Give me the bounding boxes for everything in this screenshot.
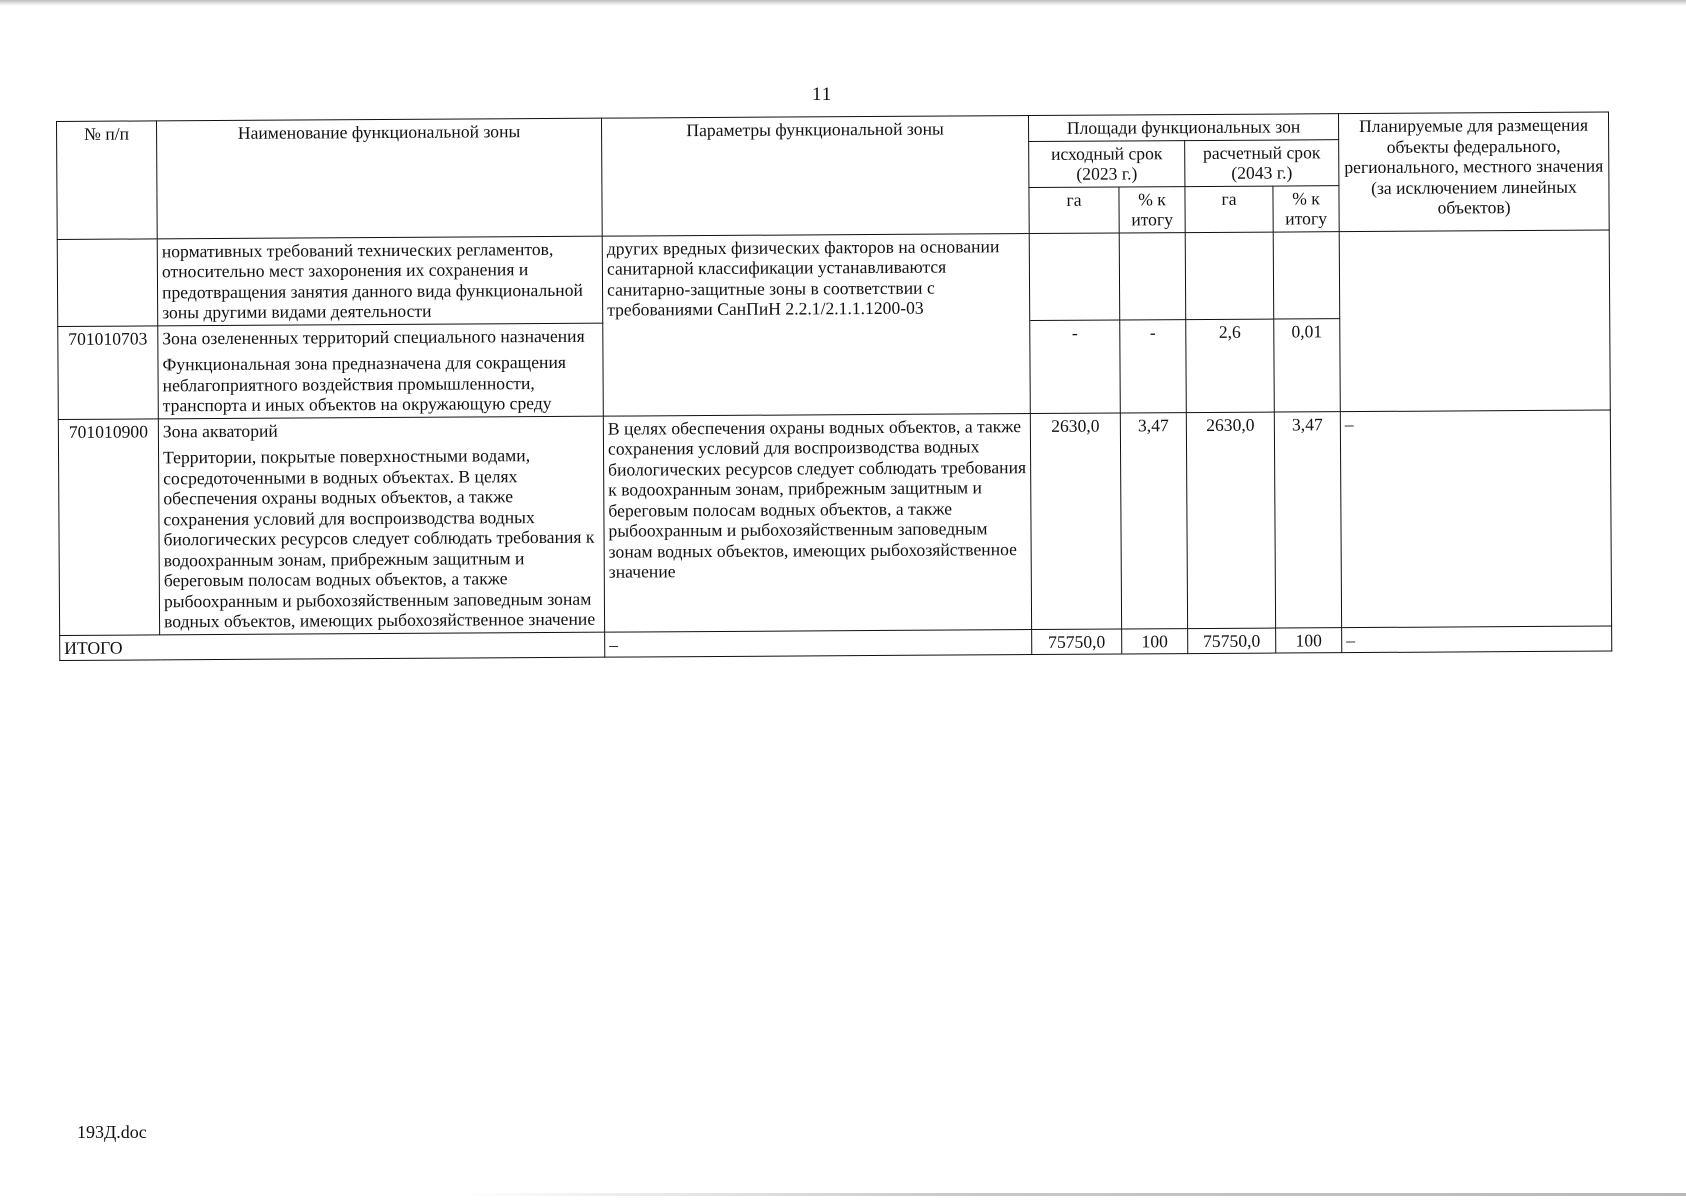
cell-name-continuation: нормативных требований технических регламентов, относительно мест захоронения их сохранения и предотвращения занятия данного вида функциональной зоны другими видами деятельности bbox=[157, 236, 603, 326]
header-planned: Планируемые для размещения объекты федерального, регионального, местного значения (за исключением линейных объектов) bbox=[1338, 112, 1609, 231]
cell-params-empty bbox=[603, 320, 1031, 416]
header-num: № п/п bbox=[57, 121, 158, 239]
cell-num-empty bbox=[57, 238, 158, 326]
cell-target-pct: 3,47 bbox=[1274, 411, 1341, 627]
cell-planned-empty bbox=[1339, 230, 1610, 319]
cell-initial-ha: - bbox=[1030, 320, 1121, 414]
cell-planned: – bbox=[1340, 410, 1611, 628]
cell-initial-pct: 3,47 bbox=[1120, 412, 1187, 628]
header-initial-ha: га bbox=[1029, 187, 1119, 234]
scan-edge-bottom bbox=[460, 1193, 1686, 1196]
header-name: Наименование функциональной зоны bbox=[157, 118, 603, 238]
functional-zones-table bbox=[56, 112, 1612, 661]
cell-name bbox=[158, 323, 604, 419]
header-areas: Площади функциональных зон bbox=[1028, 114, 1338, 141]
cell-total-initial-pct: 100 bbox=[1122, 628, 1188, 654]
cell-empty bbox=[1119, 232, 1186, 319]
cell-total-initial-ha: 75750,0 bbox=[1032, 629, 1122, 655]
header-target-pct: % к итогу bbox=[1273, 185, 1339, 231]
cell-initial-pct: - bbox=[1120, 319, 1187, 412]
zone-title: Зона акваторий bbox=[162, 420, 278, 441]
cell-empty bbox=[1185, 232, 1274, 320]
zone-description: Функциональная зона предназначена для сокращения неблагоприятного воздействия промышленности, транспорта и иных объектов на окружающую среду bbox=[162, 351, 566, 416]
cell-empty bbox=[1029, 233, 1120, 321]
cell-initial-ha: 2630,0 bbox=[1030, 413, 1121, 630]
cell-empty bbox=[1273, 231, 1340, 318]
cell-target-pct: 0,01 bbox=[1274, 318, 1341, 411]
table-row-green-zone bbox=[58, 317, 1611, 419]
cell-planned-empty bbox=[1340, 317, 1611, 412]
cell-total-planned: – bbox=[1342, 626, 1612, 653]
header-initial: исходный срок (2023 г.) bbox=[1029, 140, 1185, 187]
zone-title: Зона озелененных территорий специального назначения bbox=[162, 325, 585, 348]
header-params: Параметры функциональной зоны bbox=[601, 116, 1029, 236]
cell-target-ha: 2630,0 bbox=[1186, 412, 1275, 629]
cell-params-continuation: других вредных физических факторов на основании санитарной классификации устанавливаются санитарно-защитные зоны в соответствии с требованиями СанПиН 2.2.1/2.1.1.1200-03 bbox=[602, 233, 1030, 323]
cell-num: 701010703 bbox=[58, 325, 159, 419]
table-row-water-zone bbox=[58, 410, 1611, 635]
footer-filename: 193Д.doc bbox=[77, 1122, 147, 1142]
cell-num: 701010900 bbox=[58, 418, 159, 635]
cell-params: В целях обеспечения охраны водных объектов, а также сохранения условий для воспроизводства водных биологических ресурсов следует соблюдать требования к водоохранным зонам, прибрежным защитным и береговым полосам водных объектов, а также рыбоохранным и рыбохозяйственным заповедным зонам водных объектов, имеющих рыбохозяйственное значение bbox=[603, 413, 1031, 632]
cell-total-target-pct: 100 bbox=[1276, 627, 1342, 653]
header-target: расчетный срок (2043 г.) bbox=[1185, 139, 1339, 186]
cell-total-target-ha: 75750,0 bbox=[1188, 628, 1276, 654]
table-row-continuation bbox=[57, 230, 1610, 326]
header-target-ha: га bbox=[1185, 186, 1273, 233]
zone-description: Территории, покрытые поверхностными водами, сосредоточенными в водных объектах. В целях обеспечения охраны водных объектов, а также сохранения условий для воспроизводства водных биологических ресурсов следует соблюдать требования к водоохранным зонам, прибрежным защитным и береговым полосам водных объектов, а также рыбоохранным и рыбохозяйственным заповедным зонам водных объектов, имеющих рыбохозяйственное значение bbox=[162, 445, 596, 632]
cell-name bbox=[158, 416, 604, 635]
cell-total-params: – bbox=[605, 629, 1032, 657]
cell-target-ha: 2,6 bbox=[1186, 319, 1275, 413]
header-row-1 bbox=[57, 112, 1609, 147]
page-number: 11 bbox=[812, 84, 833, 105]
cell-total-label: ИТОГО bbox=[60, 632, 605, 661]
header-initial-pct: % к итогу bbox=[1119, 186, 1185, 232]
scan-edge-top bbox=[0, 0, 1686, 6]
